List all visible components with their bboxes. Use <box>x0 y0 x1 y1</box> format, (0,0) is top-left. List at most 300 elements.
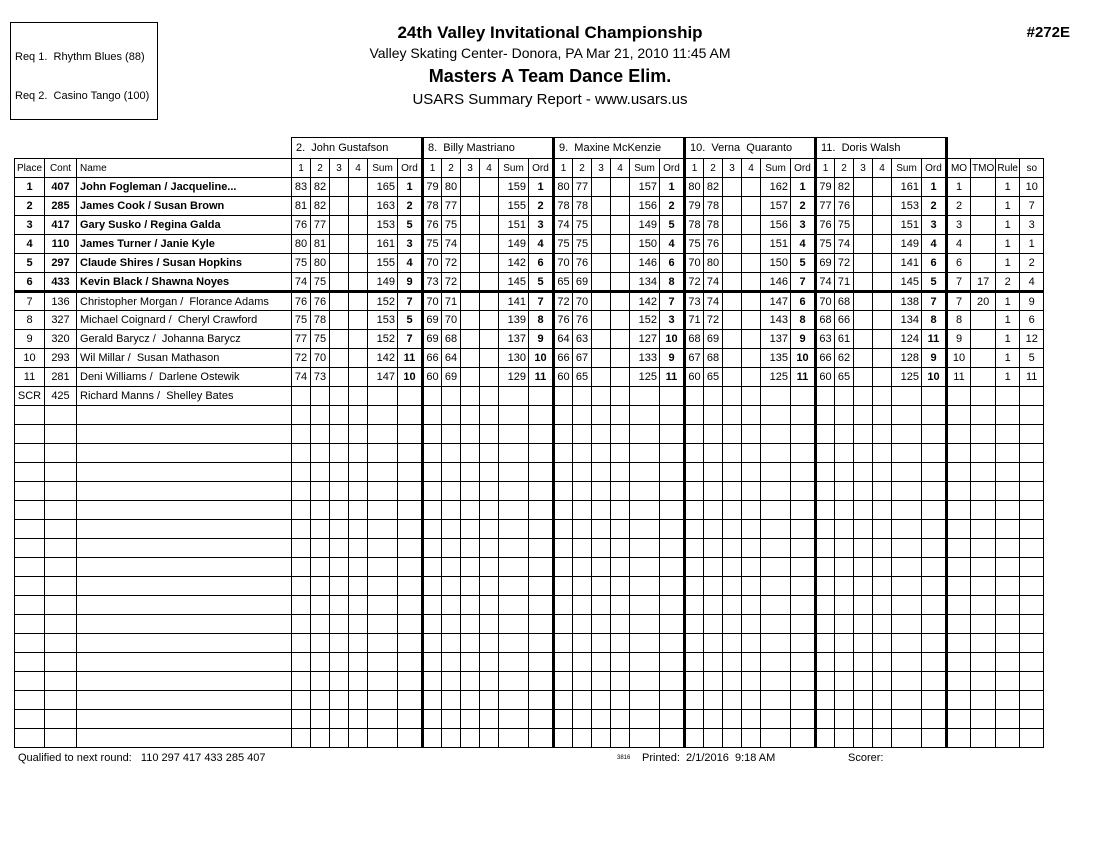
rule-cell: 1 <box>996 349 1020 368</box>
empty-sum-cell <box>630 691 660 710</box>
empty-score-cell <box>480 729 499 748</box>
contestant-number-cell: 425 <box>45 387 77 406</box>
empty-sum-cell <box>892 691 922 710</box>
empty-score-cell <box>573 672 592 691</box>
empty-score-cell <box>611 444 630 463</box>
empty-score-cell <box>461 463 480 482</box>
empty-score-cell <box>592 653 611 672</box>
score-cell <box>349 349 368 368</box>
score-cell: 60 <box>685 368 704 387</box>
score-cell <box>742 349 761 368</box>
empty-sum-cell <box>368 444 398 463</box>
majority-ordinal-cell <box>947 387 971 406</box>
score-cell: 72 <box>442 254 461 273</box>
empty-score-cell <box>480 501 499 520</box>
empty-score-cell <box>554 615 573 634</box>
empty-score-cell <box>611 425 630 444</box>
empty-score-cell <box>704 710 723 729</box>
rule-cell <box>996 387 1020 406</box>
empty-score-cell <box>611 615 630 634</box>
score-cell: 75 <box>311 330 330 349</box>
empty-sum-cell <box>761 729 791 748</box>
score-cell: 75 <box>442 216 461 235</box>
empty-tail-cell <box>1020 634 1044 653</box>
contestant-number-cell: 327 <box>45 311 77 330</box>
empty-tail-cell <box>971 691 996 710</box>
empty-score-cell <box>854 615 873 634</box>
score-cell <box>330 178 349 197</box>
score-cell: 72 <box>835 254 854 273</box>
empty-sum-cell <box>630 501 660 520</box>
empty-tail-cell <box>971 482 996 501</box>
empty-ordinal-cell <box>660 539 685 558</box>
empty-tail-cell <box>971 520 996 539</box>
empty-tail-cell <box>947 444 971 463</box>
empty-sum-cell <box>630 634 660 653</box>
empty-score-cell <box>873 596 892 615</box>
empty-score-cell <box>873 577 892 596</box>
empty-tail-cell <box>1020 729 1044 748</box>
empty-score-cell <box>723 520 742 539</box>
empty-score-cell <box>311 444 330 463</box>
majority-ordinal-cell: 7 <box>947 292 971 311</box>
score-cell <box>461 349 480 368</box>
empty-score-cell <box>573 501 592 520</box>
sum-cell: 155 <box>368 254 398 273</box>
empty-score-cell <box>423 444 442 463</box>
rule-cell: 1 <box>996 292 1020 311</box>
empty-score-cell <box>311 463 330 482</box>
score-cell <box>723 197 742 216</box>
empty-tail-cell <box>1020 691 1044 710</box>
empty-tail-cell <box>971 729 996 748</box>
sum-cell: 124 <box>892 330 922 349</box>
competitor-row <box>15 387 1044 406</box>
contestant-number-cell: 285 <box>45 197 77 216</box>
score-cell: 74 <box>442 235 461 254</box>
empty-row <box>15 539 1044 558</box>
empty-sum-cell <box>630 710 660 729</box>
empty-tail-cell <box>971 672 996 691</box>
empty-ordinal-cell <box>791 710 816 729</box>
empty-score-cell <box>873 691 892 710</box>
contestant-number-cell: 320 <box>45 330 77 349</box>
empty-sum-cell <box>499 482 529 501</box>
empty-score-cell <box>573 653 592 672</box>
empty-score-cell <box>330 425 349 444</box>
empty-tail-cell <box>947 615 971 634</box>
score-cell: 81 <box>292 197 311 216</box>
score-cell: 75 <box>292 254 311 273</box>
ordinal-cell: 3 <box>398 235 423 254</box>
empty-score-cell <box>442 691 461 710</box>
empty-cont-cell <box>45 425 77 444</box>
score-cell: 72 <box>442 273 461 292</box>
total-majority-ordinal-cell: 17 <box>971 273 996 292</box>
contestant-number-cell: 417 <box>45 216 77 235</box>
score-cell: 65 <box>554 273 573 292</box>
empty-sum-cell <box>761 710 791 729</box>
score-cell: 70 <box>554 254 573 273</box>
empty-tail-cell <box>1020 444 1044 463</box>
empty-score-cell <box>311 425 330 444</box>
empty-score-cell <box>554 653 573 672</box>
start-order-cell: 6 <box>1020 311 1044 330</box>
empty-score-cell <box>723 691 742 710</box>
empty-sum-cell <box>368 653 398 672</box>
judge-header-spacer-right <box>947 138 1044 159</box>
empty-score-cell <box>554 406 573 425</box>
score-cell <box>611 292 630 311</box>
empty-score-cell <box>742 501 761 520</box>
competitor-name-cell: Gerald Barycz / Johanna Barycz <box>77 330 292 349</box>
empty-score-cell <box>816 406 835 425</box>
empty-ordinal-cell <box>529 501 554 520</box>
rule-cell: 2 <box>996 273 1020 292</box>
empty-score-cell <box>592 615 611 634</box>
column-header-cont: Cont <box>45 159 77 178</box>
empty-sum-cell <box>892 615 922 634</box>
score-cell <box>854 387 873 406</box>
sum-cell: 155 <box>499 197 529 216</box>
score-cell: 77 <box>442 197 461 216</box>
score-cell: 72 <box>292 349 311 368</box>
empty-score-cell <box>685 729 704 748</box>
empty-score-cell <box>442 482 461 501</box>
empty-ordinal-cell <box>922 691 947 710</box>
empty-score-cell <box>330 577 349 596</box>
empty-score-cell <box>816 710 835 729</box>
empty-score-cell <box>704 596 723 615</box>
sum-cell: 163 <box>368 197 398 216</box>
rule-cell: 1 <box>996 311 1020 330</box>
score-cell <box>835 387 854 406</box>
empty-ordinal-cell <box>922 425 947 444</box>
sum-cell: 125 <box>892 368 922 387</box>
empty-score-cell <box>854 729 873 748</box>
empty-sum-cell <box>368 615 398 634</box>
empty-ordinal-cell <box>660 615 685 634</box>
empty-score-cell <box>854 672 873 691</box>
ordinal-cell: 10 <box>529 349 554 368</box>
sum-cell: 150 <box>761 254 791 273</box>
score-cell: 75 <box>816 235 835 254</box>
score-cell <box>873 254 892 273</box>
empty-score-cell <box>835 482 854 501</box>
sum-cell: 134 <box>630 273 660 292</box>
empty-ordinal-cell <box>791 463 816 482</box>
empty-score-cell <box>723 653 742 672</box>
empty-score-cell <box>442 729 461 748</box>
empty-score-cell <box>854 444 873 463</box>
empty-score-cell <box>461 425 480 444</box>
competitor-name-cell: James Cook / Susan Brown <box>77 197 292 216</box>
score-cell <box>330 387 349 406</box>
score-cell <box>592 235 611 254</box>
empty-sum-cell <box>892 406 922 425</box>
score-cell <box>723 311 742 330</box>
empty-sum-cell <box>368 577 398 596</box>
empty-ordinal-cell <box>398 501 423 520</box>
empty-sum-cell <box>368 691 398 710</box>
ordinal-cell: 3 <box>529 216 554 235</box>
score-cell <box>592 330 611 349</box>
ordinal-cell: 4 <box>922 235 947 254</box>
empty-cont-cell <box>45 406 77 425</box>
empty-score-cell <box>723 482 742 501</box>
empty-score-cell <box>461 558 480 577</box>
empty-ordinal-cell <box>922 615 947 634</box>
empty-score-cell <box>854 501 873 520</box>
total-majority-ordinal-cell <box>971 178 996 197</box>
score-cell: 62 <box>835 349 854 368</box>
empty-score-cell <box>816 672 835 691</box>
empty-score-cell <box>835 425 854 444</box>
score-cell: 73 <box>685 292 704 311</box>
sum-cell: 141 <box>892 254 922 273</box>
empty-name-cell <box>77 653 292 672</box>
total-majority-ordinal-cell <box>971 197 996 216</box>
score-cell <box>611 387 630 406</box>
score-cell <box>592 254 611 273</box>
score-cell <box>461 178 480 197</box>
competitor-name-cell: Kevin Black / Shawna Noyes <box>77 273 292 292</box>
empty-score-cell <box>461 653 480 672</box>
empty-score-cell <box>685 577 704 596</box>
empty-score-cell <box>554 539 573 558</box>
ordinal-cell: 7 <box>791 273 816 292</box>
empty-ordinal-cell <box>529 615 554 634</box>
score-cell <box>854 254 873 273</box>
empty-row <box>15 615 1044 634</box>
empty-score-cell <box>423 691 442 710</box>
score-cell <box>480 330 499 349</box>
empty-score-cell <box>611 729 630 748</box>
empty-score-cell <box>685 463 704 482</box>
empty-place-cell <box>15 444 45 463</box>
empty-ordinal-cell <box>398 406 423 425</box>
empty-place-cell <box>15 482 45 501</box>
sum-cell: 149 <box>892 235 922 254</box>
score-cell <box>723 178 742 197</box>
empty-ordinal-cell <box>660 406 685 425</box>
empty-tail-cell <box>996 691 1020 710</box>
score-cell <box>873 349 892 368</box>
sum-cell: 145 <box>499 273 529 292</box>
score-cell <box>873 368 892 387</box>
empty-ordinal-cell <box>398 634 423 653</box>
score-cell: 73 <box>423 273 442 292</box>
qualified-next-round: Qualified to next round: 110 297 417 433 285 407 <box>18 752 266 764</box>
empty-score-cell <box>349 653 368 672</box>
empty-score-cell <box>592 539 611 558</box>
empty-sum-cell <box>761 691 791 710</box>
score-cell <box>554 387 573 406</box>
column-header-3: 3 <box>723 159 742 178</box>
empty-ordinal-cell <box>922 558 947 577</box>
empty-ordinal-cell <box>791 501 816 520</box>
place-cell: 3 <box>15 216 45 235</box>
empty-score-cell <box>554 558 573 577</box>
empty-score-cell <box>292 520 311 539</box>
score-cell <box>573 387 592 406</box>
empty-score-cell <box>704 406 723 425</box>
score-cell: 80 <box>704 254 723 273</box>
empty-score-cell <box>330 558 349 577</box>
sum-cell: 161 <box>892 178 922 197</box>
empty-score-cell <box>592 463 611 482</box>
score-cell <box>742 235 761 254</box>
empty-score-cell <box>685 406 704 425</box>
score-cell: 76 <box>573 311 592 330</box>
score-cell <box>349 387 368 406</box>
empty-score-cell <box>742 729 761 748</box>
empty-score-cell <box>685 558 704 577</box>
score-cell <box>592 273 611 292</box>
empty-sum-cell <box>368 482 398 501</box>
empty-sum-cell <box>630 482 660 501</box>
empty-score-cell <box>442 672 461 691</box>
empty-score-cell <box>816 653 835 672</box>
score-cell: 76 <box>423 216 442 235</box>
empty-ordinal-cell <box>791 729 816 748</box>
empty-score-cell <box>816 596 835 615</box>
empty-score-cell <box>573 482 592 501</box>
empty-sum-cell <box>368 634 398 653</box>
empty-score-cell <box>292 406 311 425</box>
empty-name-cell <box>77 425 292 444</box>
empty-sum-cell <box>499 710 529 729</box>
empty-score-cell <box>611 691 630 710</box>
empty-score-cell <box>442 577 461 596</box>
empty-row <box>15 710 1044 729</box>
sum-cell: 142 <box>499 254 529 273</box>
ordinal-cell: 9 <box>922 349 947 368</box>
empty-ordinal-cell <box>529 691 554 710</box>
empty-score-cell <box>423 406 442 425</box>
empty-score-cell <box>554 691 573 710</box>
empty-sum-cell <box>499 729 529 748</box>
majority-ordinal-cell: 11 <box>947 368 971 387</box>
score-cell <box>742 197 761 216</box>
score-cell: 64 <box>554 330 573 349</box>
empty-ordinal-cell <box>791 520 816 539</box>
score-cell <box>480 349 499 368</box>
empty-score-cell <box>816 463 835 482</box>
score-cell <box>723 387 742 406</box>
empty-place-cell <box>15 729 45 748</box>
empty-score-cell <box>573 577 592 596</box>
competitor-name-cell: Wil Millar / Susan Mathason <box>77 349 292 368</box>
score-cell: 70 <box>442 311 461 330</box>
empty-sum-cell <box>499 634 529 653</box>
scorer-label: Scorer: <box>848 752 884 764</box>
empty-ordinal-cell <box>660 463 685 482</box>
empty-score-cell <box>349 558 368 577</box>
column-header-tmo: TMO <box>971 159 996 178</box>
competitor-name-cell: Christopher Morgan / Florance Adams <box>77 292 292 311</box>
empty-sum-cell <box>499 558 529 577</box>
empty-ordinal-cell <box>922 444 947 463</box>
start-order-cell: 2 <box>1020 254 1044 273</box>
empty-tail-cell <box>947 596 971 615</box>
empty-score-cell <box>480 444 499 463</box>
empty-cont-cell <box>45 691 77 710</box>
sum-cell: 129 <box>499 368 529 387</box>
empty-tail-cell <box>947 501 971 520</box>
empty-tail-cell <box>947 425 971 444</box>
ordinal-cell: 5 <box>398 311 423 330</box>
sum-cell: 150 <box>630 235 660 254</box>
empty-sum-cell <box>368 710 398 729</box>
empty-sum-cell <box>761 406 791 425</box>
majority-ordinal-cell: 7 <box>947 273 971 292</box>
score-cell <box>704 387 723 406</box>
empty-name-cell <box>77 710 292 729</box>
empty-score-cell <box>742 577 761 596</box>
empty-score-cell <box>423 653 442 672</box>
competitor-row <box>15 368 1044 387</box>
start-order-cell <box>1020 387 1044 406</box>
sum-cell: 142 <box>630 292 660 311</box>
empty-place-cell <box>15 615 45 634</box>
empty-tail-cell <box>971 615 996 634</box>
score-cell: 82 <box>835 178 854 197</box>
empty-score-cell <box>704 444 723 463</box>
ordinal-cell: 4 <box>791 235 816 254</box>
score-cell: 71 <box>442 292 461 311</box>
score-cell <box>873 387 892 406</box>
empty-place-cell <box>15 653 45 672</box>
empty-tail-cell <box>947 710 971 729</box>
empty-score-cell <box>835 729 854 748</box>
judge-header-5: 11. Doris Walsh <box>816 138 947 159</box>
empty-sum-cell <box>761 425 791 444</box>
empty-score-cell <box>423 729 442 748</box>
empty-tail-cell <box>947 672 971 691</box>
empty-row <box>15 520 1044 539</box>
empty-sum-cell <box>892 425 922 444</box>
empty-score-cell <box>742 691 761 710</box>
column-header-ord: Ord <box>398 159 423 178</box>
empty-score-cell <box>461 596 480 615</box>
empty-score-cell <box>292 558 311 577</box>
start-order-cell: 11 <box>1020 368 1044 387</box>
column-header-sum: Sum <box>499 159 529 178</box>
empty-score-cell <box>442 463 461 482</box>
empty-ordinal-cell <box>922 653 947 672</box>
score-cell <box>461 216 480 235</box>
sum-cell: 156 <box>630 197 660 216</box>
sum-cell: 147 <box>368 368 398 387</box>
ordinal-cell: 2 <box>529 197 554 216</box>
sum-cell: 152 <box>368 330 398 349</box>
score-cell <box>854 368 873 387</box>
empty-score-cell <box>742 710 761 729</box>
score-cell: 75 <box>423 235 442 254</box>
empty-score-cell <box>554 501 573 520</box>
empty-score-cell <box>704 615 723 634</box>
empty-score-cell <box>723 615 742 634</box>
empty-score-cell <box>742 634 761 653</box>
empty-score-cell <box>704 425 723 444</box>
empty-score-cell <box>742 596 761 615</box>
empty-tail-cell <box>971 539 996 558</box>
empty-tail-cell <box>947 634 971 653</box>
judge-header-2: 8. Billy Mastriano <box>423 138 554 159</box>
empty-sum-cell <box>368 406 398 425</box>
column-header-name: Name <box>77 159 292 178</box>
